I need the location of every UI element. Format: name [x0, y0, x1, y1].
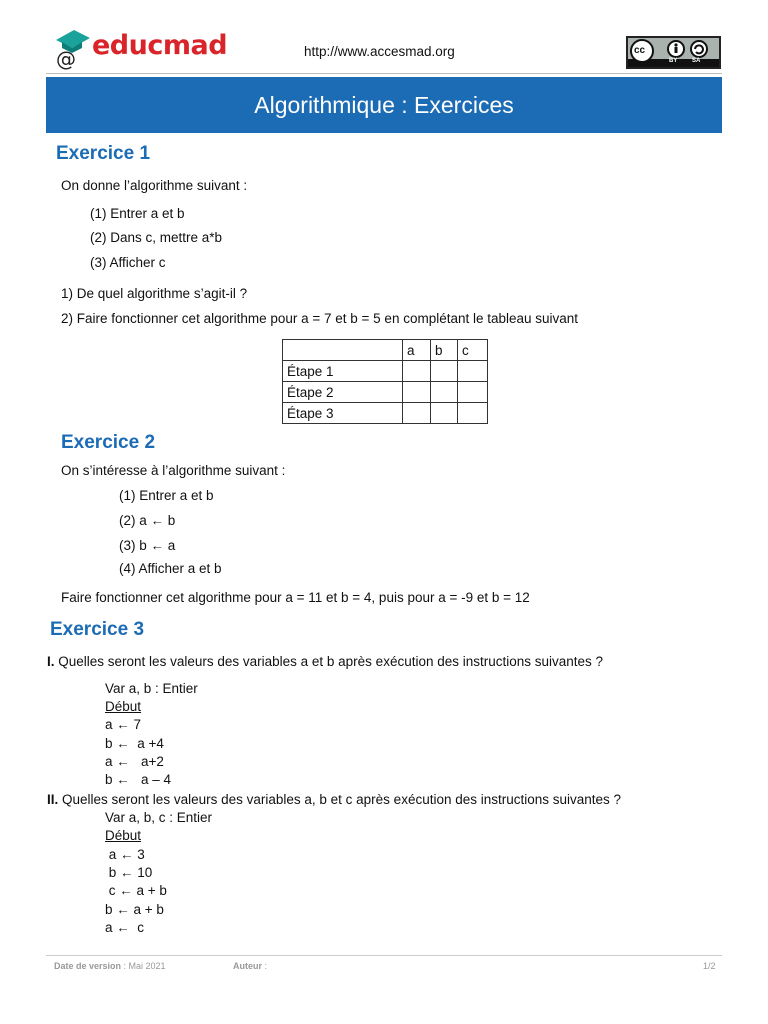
exercise-2-step: (4) Afficher a et b [119, 561, 222, 576]
table-cell[interactable] [458, 361, 488, 382]
code-line: b ← a – 4 [105, 772, 172, 787]
svg-text:@: @ [56, 47, 76, 70]
code-line: Début [105, 828, 142, 843]
exercise-1-step: (3) Afficher c [90, 255, 166, 270]
part-2-text: Quelles seront les valeurs des variables a, b et c après exécution des instructions suivantes ? [58, 792, 622, 807]
code-line: a ← a+2 [105, 754, 164, 769]
table-cell[interactable] [403, 361, 431, 382]
exercise-3-heading: Exercice 3 [50, 619, 145, 640]
exercise-2-task: Faire fonctionner cet algorithme pour a = 11 et b = 4, puis pour a = -9 et b = 12 [61, 590, 530, 605]
table-row [283, 403, 488, 424]
by-label: BY [669, 58, 678, 64]
code-line: Début [105, 699, 142, 714]
table-cell[interactable] [403, 403, 431, 424]
code-line: Var a, b, c : Entier [105, 810, 213, 825]
footer-divider [46, 955, 722, 956]
cc-label: cc [634, 45, 646, 56]
version-value: : Mai 2021 [121, 961, 166, 971]
code-line: b ← a + b [105, 902, 164, 917]
code-line: a ← 7 [105, 717, 142, 732]
table-row-label: Étape 2 [283, 382, 403, 403]
exercise-1-heading: Exercice 1 [56, 143, 151, 164]
page-number: 1/2 [703, 961, 716, 971]
code-line: c ← a + b [105, 883, 167, 898]
trace-table [282, 339, 488, 424]
exercise-2-step: (3) b ← a [119, 538, 176, 553]
sa-icon [691, 41, 707, 57]
exercise-2-intro: On s’intéresse à l’algorithme suivant : [61, 463, 286, 478]
table-cell[interactable] [458, 403, 488, 424]
graduation-cap-icon [52, 26, 92, 70]
code-line: b ← a +4 [105, 736, 164, 751]
code-line: Var a, b : Entier [105, 681, 198, 696]
table-header-row [283, 340, 488, 361]
exercise-2-step: (1) Entrer a et b [119, 488, 214, 503]
table-header-cell: a [403, 340, 431, 361]
exercise-1-question-2: 2) Faire fonctionner cet algorithme pour a = 7 et b = 5 en complétant le tableau suivant [61, 311, 579, 326]
table-row [283, 382, 488, 403]
code-line: a ← 3 [105, 847, 145, 862]
table-header-cell: c [458, 340, 488, 361]
part-1-label: I. [47, 654, 55, 669]
exercise-3-part-2-question [47, 792, 621, 807]
author-value: : [262, 961, 268, 971]
exercise-1-intro: On donne l’algorithme suivant : [61, 178, 248, 193]
part-2-label: II. [47, 792, 59, 807]
exercise-1-question-1: 1) De quel algorithme s’agit-il ? [61, 286, 248, 301]
table-header-cell [283, 340, 403, 361]
table-cell[interactable] [431, 403, 458, 424]
table-row [283, 361, 488, 382]
page-title: Algorithmique : Exercices [46, 77, 722, 133]
cc-by-sa-badge [626, 36, 721, 69]
sa-label: SA [692, 58, 701, 64]
code-line: b ← 10 [105, 865, 153, 880]
table-cell[interactable] [431, 361, 458, 382]
code-line: a ← c [105, 920, 145, 935]
exercise-3-part-1-question [47, 654, 603, 669]
table-cell[interactable] [431, 382, 458, 403]
footer-author [233, 961, 267, 971]
author-label: Auteur [233, 961, 262, 971]
exercise-1-step: (2) Dans c, mettre a*b [90, 230, 223, 245]
educmad-logo [52, 26, 228, 72]
site-url[interactable]: http://www.accesmad.org [304, 44, 455, 59]
header-divider [46, 73, 722, 74]
version-label: Date de version [54, 961, 122, 971]
exercise-1-step: (1) Entrer a et b [90, 206, 185, 221]
table-row-label: Étape 1 [283, 361, 403, 382]
table-row-label: Étape 3 [283, 403, 403, 424]
exercise-2-step: (2) a ← b [119, 513, 176, 528]
table-header-cell: b [431, 340, 458, 361]
logo-text: educmad [92, 30, 228, 61]
footer-version [54, 961, 166, 971]
part-1-text: Quelles seront les valeurs des variables a et b après exécution des instructions suivantes ? [54, 654, 604, 669]
table-cell[interactable] [403, 382, 431, 403]
exercise-2-heading: Exercice 2 [61, 432, 156, 453]
table-cell[interactable] [458, 382, 488, 403]
